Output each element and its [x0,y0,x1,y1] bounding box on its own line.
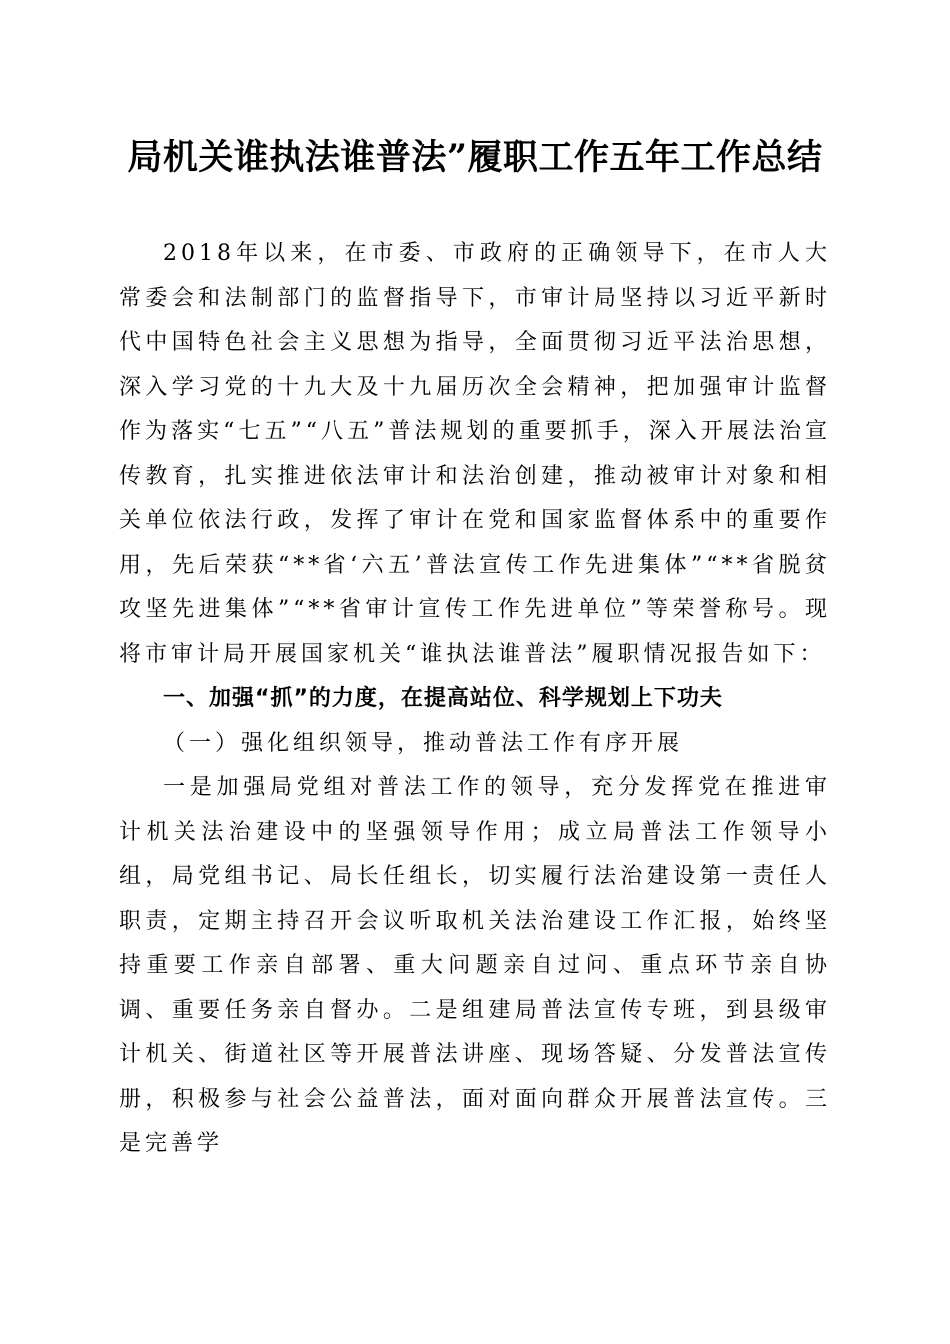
subsection-heading-1: （一）强化组织领导，推动普法工作有序开展 [163,730,684,756]
document-body [119,232,831,1167]
subsection-1-paragraph: 一是加强局党组对普法工作的领导，充分发挥党在推进审计机关法治建设中的坚强领导作用；成立局普法工作领导小组，局党组书记、局长任组长，切实履行法治建设第一责任人职责，定期主持召开会议听取机关法治建设工作汇报，始终坚持重要工作亲自部署、重大问题亲自过问、重点环节亲自协调、重要任务亲自督办。二是组建局普法宣传专班，到县级审计机关、街道社区等开展普法讲座、现场答疑、分发普法宣传册，积极参与社会公益普法，面对面向群众开展普法宣传。三是完善学 [119,775,831,1156]
document-title: 局机关谁执法谁普法”履职工作五年工作总结 [127,137,823,178]
intro-paragraph: 2018年以来，在市委、市政府的正确领导下，在市人大常委会和法制部门的监督指导下，市审计局坚持以习近平新时代中国特色社会主义思想为指导，全面贯彻习近平法治思想，深入学习党的十九大及十九届历次全会精神，把加强审计监督作为落实“七五”“八五”普法规划的重要抓手，深入开展法治宣传教育，扎实推进依法审计和法治创建，推动被审计对象和相关单位依法行政，发挥了审计在党和国家监督体系中的重要作用，先后荣获“**省‘六五’普法宣传工作先进集体”“**省脱贫攻坚先进集体”“**省审计宣传工作先进单位”等荣誉称号。现将市审计局开展国家机关“谁执法谁普法”履职情况报告如下： [119,241,831,667]
section-heading-1: 一、加强“抓”的力度，在提高站位、科学规划上下功夫 [163,686,723,711]
